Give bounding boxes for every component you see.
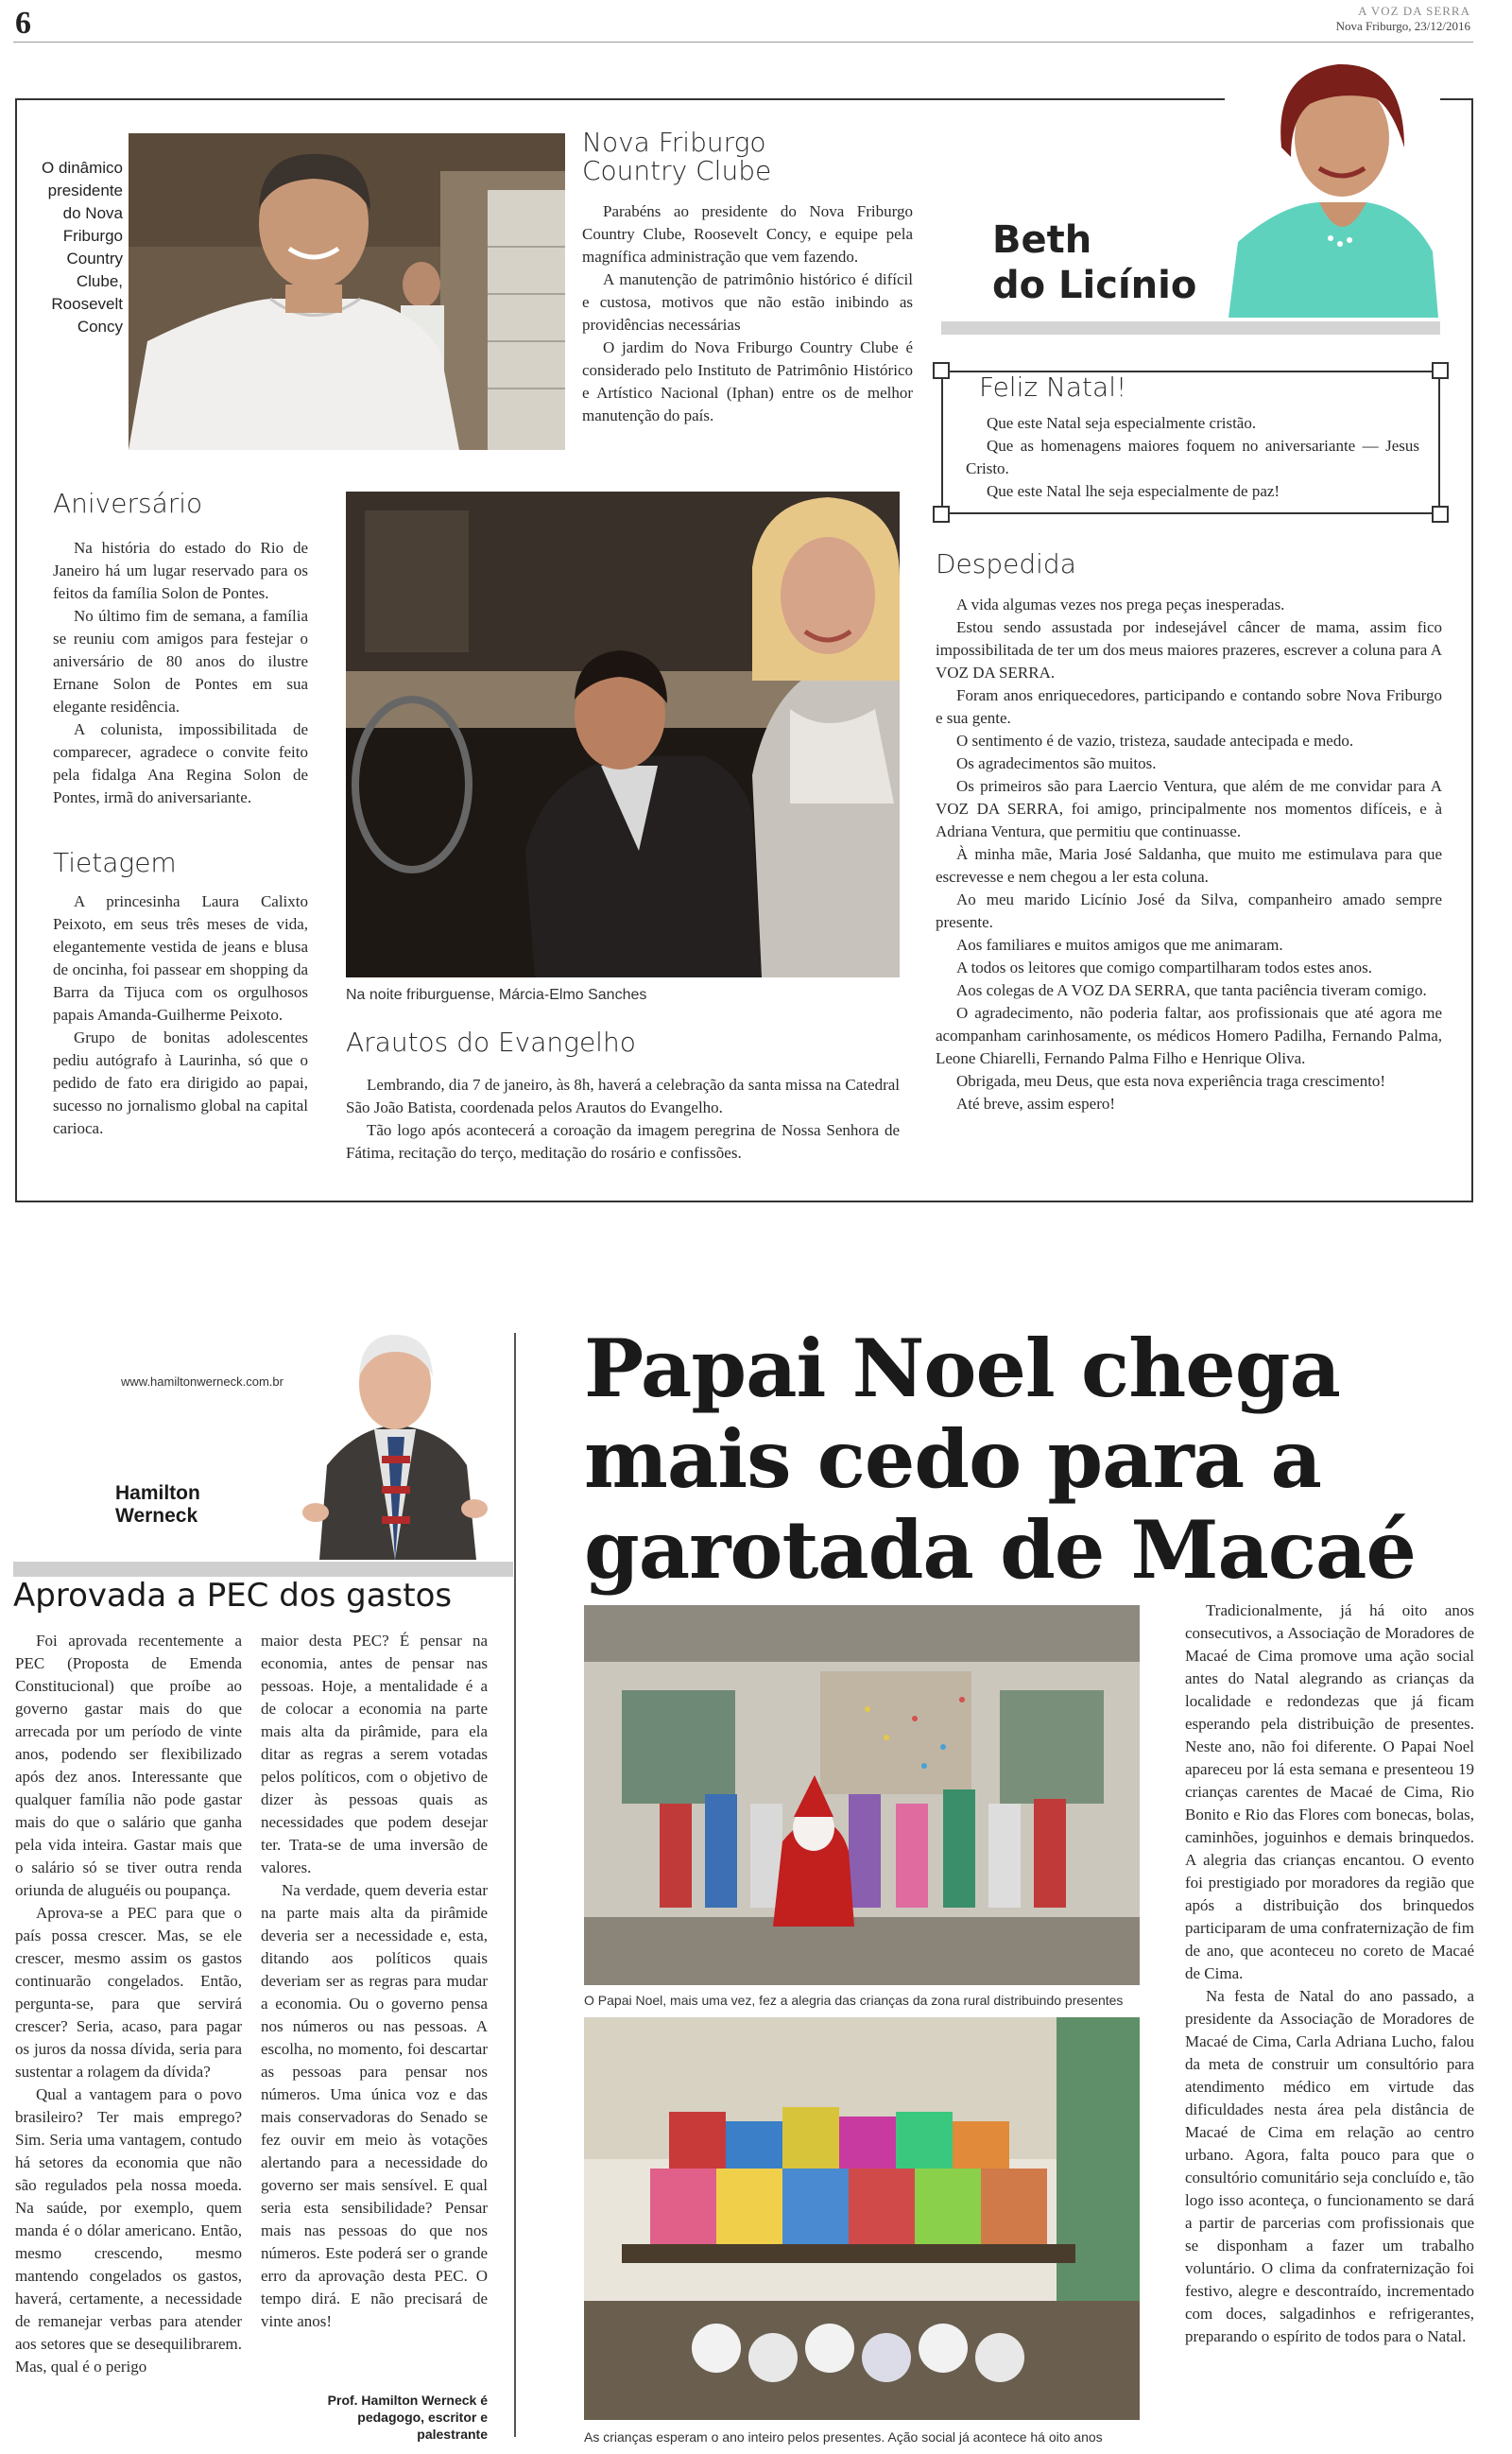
masthead-date: Nova Friburgo, 23/12/2016 <box>1335 19 1470 33</box>
roosevelt-photo <box>129 133 565 450</box>
feliz-natal-line: Que este Natal seja especialmente cristão. <box>987 414 1257 432</box>
despedida-paragraph: A todos os leitores que comigo compartilharam todos estes anos. <box>956 959 1373 976</box>
despedida-text <box>936 594 1442 1115</box>
despedida-paragraph: Ao meu marido Licínio José da Silva, companheiro amado sempre presente. <box>936 890 1442 931</box>
despedida-paragraph: A vida algumas vezes nos prega peças inesperadas. <box>956 596 1285 614</box>
country-club-paragraph: A manutenção de patrimônio histórico é difícil e custosa, motivos que não estão inibindo as providências necessárias <box>582 270 913 334</box>
opinion-paragraph: maior desta PEC? É pensar na economia, antes de pensar nas pessoas. Hoje, a mentalidade é a de colocar a economia na parte mais alta da pirâmide, para ela ditar as regras a serem votadas pelos políticos, com o objetivo de dizer às pessoas quais as necessidades que podem desejar ter. Trata-se de uma inversão de valores. <box>261 1632 488 1876</box>
aniversario-title: Aniversário <box>53 488 203 519</box>
arautos-paragraph: Tão logo após acontecerá a coroação da imagem peregrina de Nossa Senhora de Fátima, recitação do terço, meditação do rosário e confissões. <box>346 1121 900 1162</box>
tietagem-paragraph: A princesinha Laura Calixto Peixoto, em seus três meses de vida, elegantemente vestida de jeans e blusa de oncinha, foi passear em shopping da Barra da Tijuca com os orgulhosos papais Amanda-Guilherme Peixoto. <box>53 892 308 1024</box>
opinion-paragraph: Na verdade, quem deveria estar na parte mais alta da pirâmide deveria ser a necessidade e, esta, ditando aos políticos quais deveriam ser as regras para mudar a economia. Ou o governo pensa nos números ou nas pessoas. A escolha, no momento, foi descartar as pessoas para pensar nos números. Uma única voz e das mais conservadoras do Senado se fez ouvir em meio às votações alertando para a necessidade do governo ser mais sensível. E qual seria esta sensibilidade? Pensar mais nas pessoas do que nos números. Este poderá ser o grande erro da aprovação desta PEC. O tempo dirá. E não precisará de vinte anos! <box>261 1881 488 2330</box>
tietagem-text <box>53 890 308 1140</box>
section-divider <box>514 1333 516 2437</box>
opinion-column-1 <box>15 1630 242 2378</box>
feliz-natal-line: Que as homenagens maiores foquem no aniversariante — Jesus Cristo. <box>966 437 1419 477</box>
story-paragraph: Tradicionalmente, já há oito anos consecutivos, a Associação de Moradores de Macaé de Cima promove uma ação social antes do Natal alegrando as crianças da localidade e redondezas que já ficam esperando pela distribuição de presentes. Neste ano, não foi diferente. O Papai Noel apareceu por lá esta semana e presenteou 19 crianças carentes de Macaé de Cima, Rio Bonito e Rio das Flores com bonecas, bolas, caminhões, joguinhos e demais brinquedos. A alegria das crianças encantou. O evento foi prestigiado por moradores da região que após a distribuição dos brinquedos participaram de uma confraternização de fim de ano, que aconteceu no coreto de Macaé de Cima. <box>1185 1601 1474 1982</box>
columnist-first-name: Beth <box>992 218 1092 262</box>
tietagem-paragraph: Grupo de bonitas adolescentes pediu autógrafo à Laurinha, só que o pedido de fato era dirigido ao papai, sucesso no jornalismo global na capital carioca. <box>53 1028 308 1137</box>
feliz-natal-title: Feliz Natal! <box>979 372 1127 403</box>
despedida-paragraph: Aos colegas de A VOZ DA SERRA, que tanta paciência tiveram comigo. <box>956 981 1427 999</box>
columnist-last-name: do Licínio <box>992 264 1197 307</box>
header-rule <box>13 42 1473 43</box>
columnist-name-bar <box>941 321 1440 335</box>
opinion-paragraph: Aprova-se a PEC para que o país possa crescer. Mas, se ele crescer, mesmo assim os gastos continuarão congelados. Então, pergunta-se, para que servirá crescer? Seria, acaso, para pagar os juros da nossa dívida, seria para sustentar a rolagem da dívida? <box>15 1904 242 2081</box>
gifts-photo <box>584 2017 1140 2420</box>
couple-photo-caption: Na noite friburguense, Márcia-Elmo Sanches <box>346 987 647 1003</box>
despedida-paragraph: Aos familiares e muitos amigos que me animaram. <box>956 936 1283 954</box>
aniversario-paragraph: A colunista, impossibilitada de comparecer, agradece o convite feito pela fidalga Ana Regina Solon de Pontes, irmã do aniversariante. <box>53 720 308 806</box>
gifts-photo-caption: As crianças esperam o ano inteiro pelos presentes. Ação social já acontece há oito anos <box>584 2429 1103 2445</box>
aniversario-text <box>53 537 308 809</box>
despedida-paragraph: À minha mãe, Maria José Saldanha, que muito me estimulava para que escrevesse e nem chegou a ler esta coluna. <box>936 845 1442 886</box>
arautos-text <box>346 1074 900 1165</box>
despedida-paragraph: Os agradecimentos são muitos. <box>956 754 1157 772</box>
author-url: www.hamiltonwerneck.com.br <box>121 1374 284 1389</box>
story-headline: Papai Noel chega mais cedo para a garotada de Macaé <box>584 1322 1416 1597</box>
story-paragraph: Na festa de Natal do ano passado, a presidente da Associação de Moradores de Macaé de Cima, Carla Adriana Lucho, falou da meta de construir um consultório para atendimento médico em virtude das dificuldades nesta área pela distância de Macaé de Cima em relação ao centro urbano. Agora, falta pouco para que o consultório comunitário seja concluído e, tão logo isso aconteça, o funcionamento se dará a partir de parcerias com profissionais que se disponham a fazer um trabalho voluntário. O clima da confraternização foi festivo, alegre e descontraído, incrementado com doces, salgadinhos e refrigerantes, preparando o espírito de todos para o Natal. <box>1185 1987 1474 2345</box>
santa-photo <box>584 1605 1140 1985</box>
opinion-title: Aprovada a PEC dos gastos <box>13 1577 453 1615</box>
country-club-title: Nova Friburgo Country Clube <box>582 127 772 186</box>
despedida-paragraph: O sentimento é de vazio, tristeza, saudade antecipada e medo. <box>956 732 1354 750</box>
country-club-paragraph: Parabéns ao presidente do Nova Friburgo Country Clube, Roosevelt Concy, e equipe pela magnífica administração que vem fazendo. <box>582 202 913 266</box>
opinion-paragraph: Qual a vantagem para o povo brasileiro? Ter mais emprego? Sim. Seria uma vantagem, contudo há setores da economia que não são regulados pela nossa moeda. Na saúde, por exemplo, quem manda é o dólar americano. Então, mesmo crescendo, mesmo mantendo congelados os gastos, haverá, certamente, a necessidade de remanejar verbas para atender aos setores que se desequilibrarem. Mas, qual é o perigo <box>15 2085 242 2376</box>
opinion-footer: Prof. Hamilton Werneck é pedagogo, escritor e palestrante <box>327 2393 488 2442</box>
feliz-natal-box <box>941 371 1440 514</box>
aniversario-paragraph: Na história do estado do Rio de Janeiro há um lugar reservado para os feitos da família Solon de Pontes. <box>53 539 308 602</box>
despedida-title: Despedida <box>936 548 1076 579</box>
opinion-header-bar <box>13 1562 513 1577</box>
story-text <box>1185 1599 1474 2348</box>
author-first-name: Hamilton <box>115 1482 200 1504</box>
author-last-name: Werneck <box>115 1505 198 1527</box>
despedida-paragraph: Estou sendo assustada por indesejável câncer de mama, assim fico impossibilitada de ter um dos meus maiores prazeres, escrever a coluna para A VOZ DA SERRA. <box>936 618 1442 682</box>
couple-photo <box>346 492 900 977</box>
masthead-brand: A VOZ DA SERRA <box>1358 4 1470 18</box>
feliz-natal-line: Que este Natal lhe seja especialmente de paz! <box>987 482 1280 500</box>
despedida-paragraph: Os primeiros são para Laercio Ventura, que além de me convidar para A VOZ DA SERRA, foi amigo, principalmente nos momentos difíceis, e à Adriana Ventura, que permitiu que continuasse. <box>936 777 1442 840</box>
despedida-paragraph: Até breve, assim espero! <box>956 1095 1116 1113</box>
tietagem-title: Tietagem <box>53 847 177 878</box>
despedida-paragraph: Obrigada, meu Deus, que esta nova experiência traga crescimento! <box>956 1072 1386 1090</box>
despedida-paragraph: Foram anos enriquecedores, participando e contando sobre Nova Friburgo e sua gente. <box>936 686 1442 727</box>
author-name <box>115 1482 200 1528</box>
opinion-column-2 <box>261 1630 488 2333</box>
arautos-title: Arautos do Evangelho <box>346 1027 636 1058</box>
page-number: 6 <box>15 6 31 41</box>
aniversario-paragraph: No último fim de semana, a família se reuniu com amigos para festejar o aniversário de 80 anos do ilustre Ernane Solon de Pontes em sua elegante residência. <box>53 607 308 716</box>
author-photo <box>301 1323 490 1560</box>
country-club-paragraph: O jardim do Nova Friburgo Country Clube é considerado pelo Instituto de Patrimônio Histórico e Artístico Nacional (Iphan) entre os de melhor manutenção do país. <box>582 338 913 424</box>
roosevelt-caption: O dinâmico presidente do Nova Friburgo Country Clube, Roosevelt Concy <box>42 159 123 336</box>
santa-photo-caption: O Papai Noel, mais uma vez, fez a alegria das crianças da zona rural distribuindo presentes <box>584 1993 1124 2008</box>
opinion-paragraph: Foi aprovada recentemente a PEC (Proposta de Emenda Constitucional) que proíbe ao governo gastar mais do que arrecada por um período de vinte anos, podendo ser flexibilizado após dez anos. Interessante que qualquer família não pode gastar mais do que o salário que ganha pela vida inteira. Gastar mais que o salário só se tiver outra renda oriunda de aluguéis ou poupança. <box>15 1632 242 1899</box>
arautos-paragraph: Lembrando, dia 7 de janeiro, às 8h, haverá a celebração da santa missa na Catedral São João Batista, coordenada pelos Arautos do Evangelho. <box>346 1076 900 1116</box>
country-club-text <box>582 200 913 427</box>
feliz-natal-text <box>966 412 1419 503</box>
despedida-paragraph: O agradecimento, não poderia faltar, aos profissionais que até agora me acompanham carinhosamente, os médicos Homero Padilha, Fernando Palma, Leone Chiarelli, Fernando Palma Filho e Henrique Oliva. <box>936 1004 1442 1067</box>
columnist-name <box>992 217 1276 308</box>
